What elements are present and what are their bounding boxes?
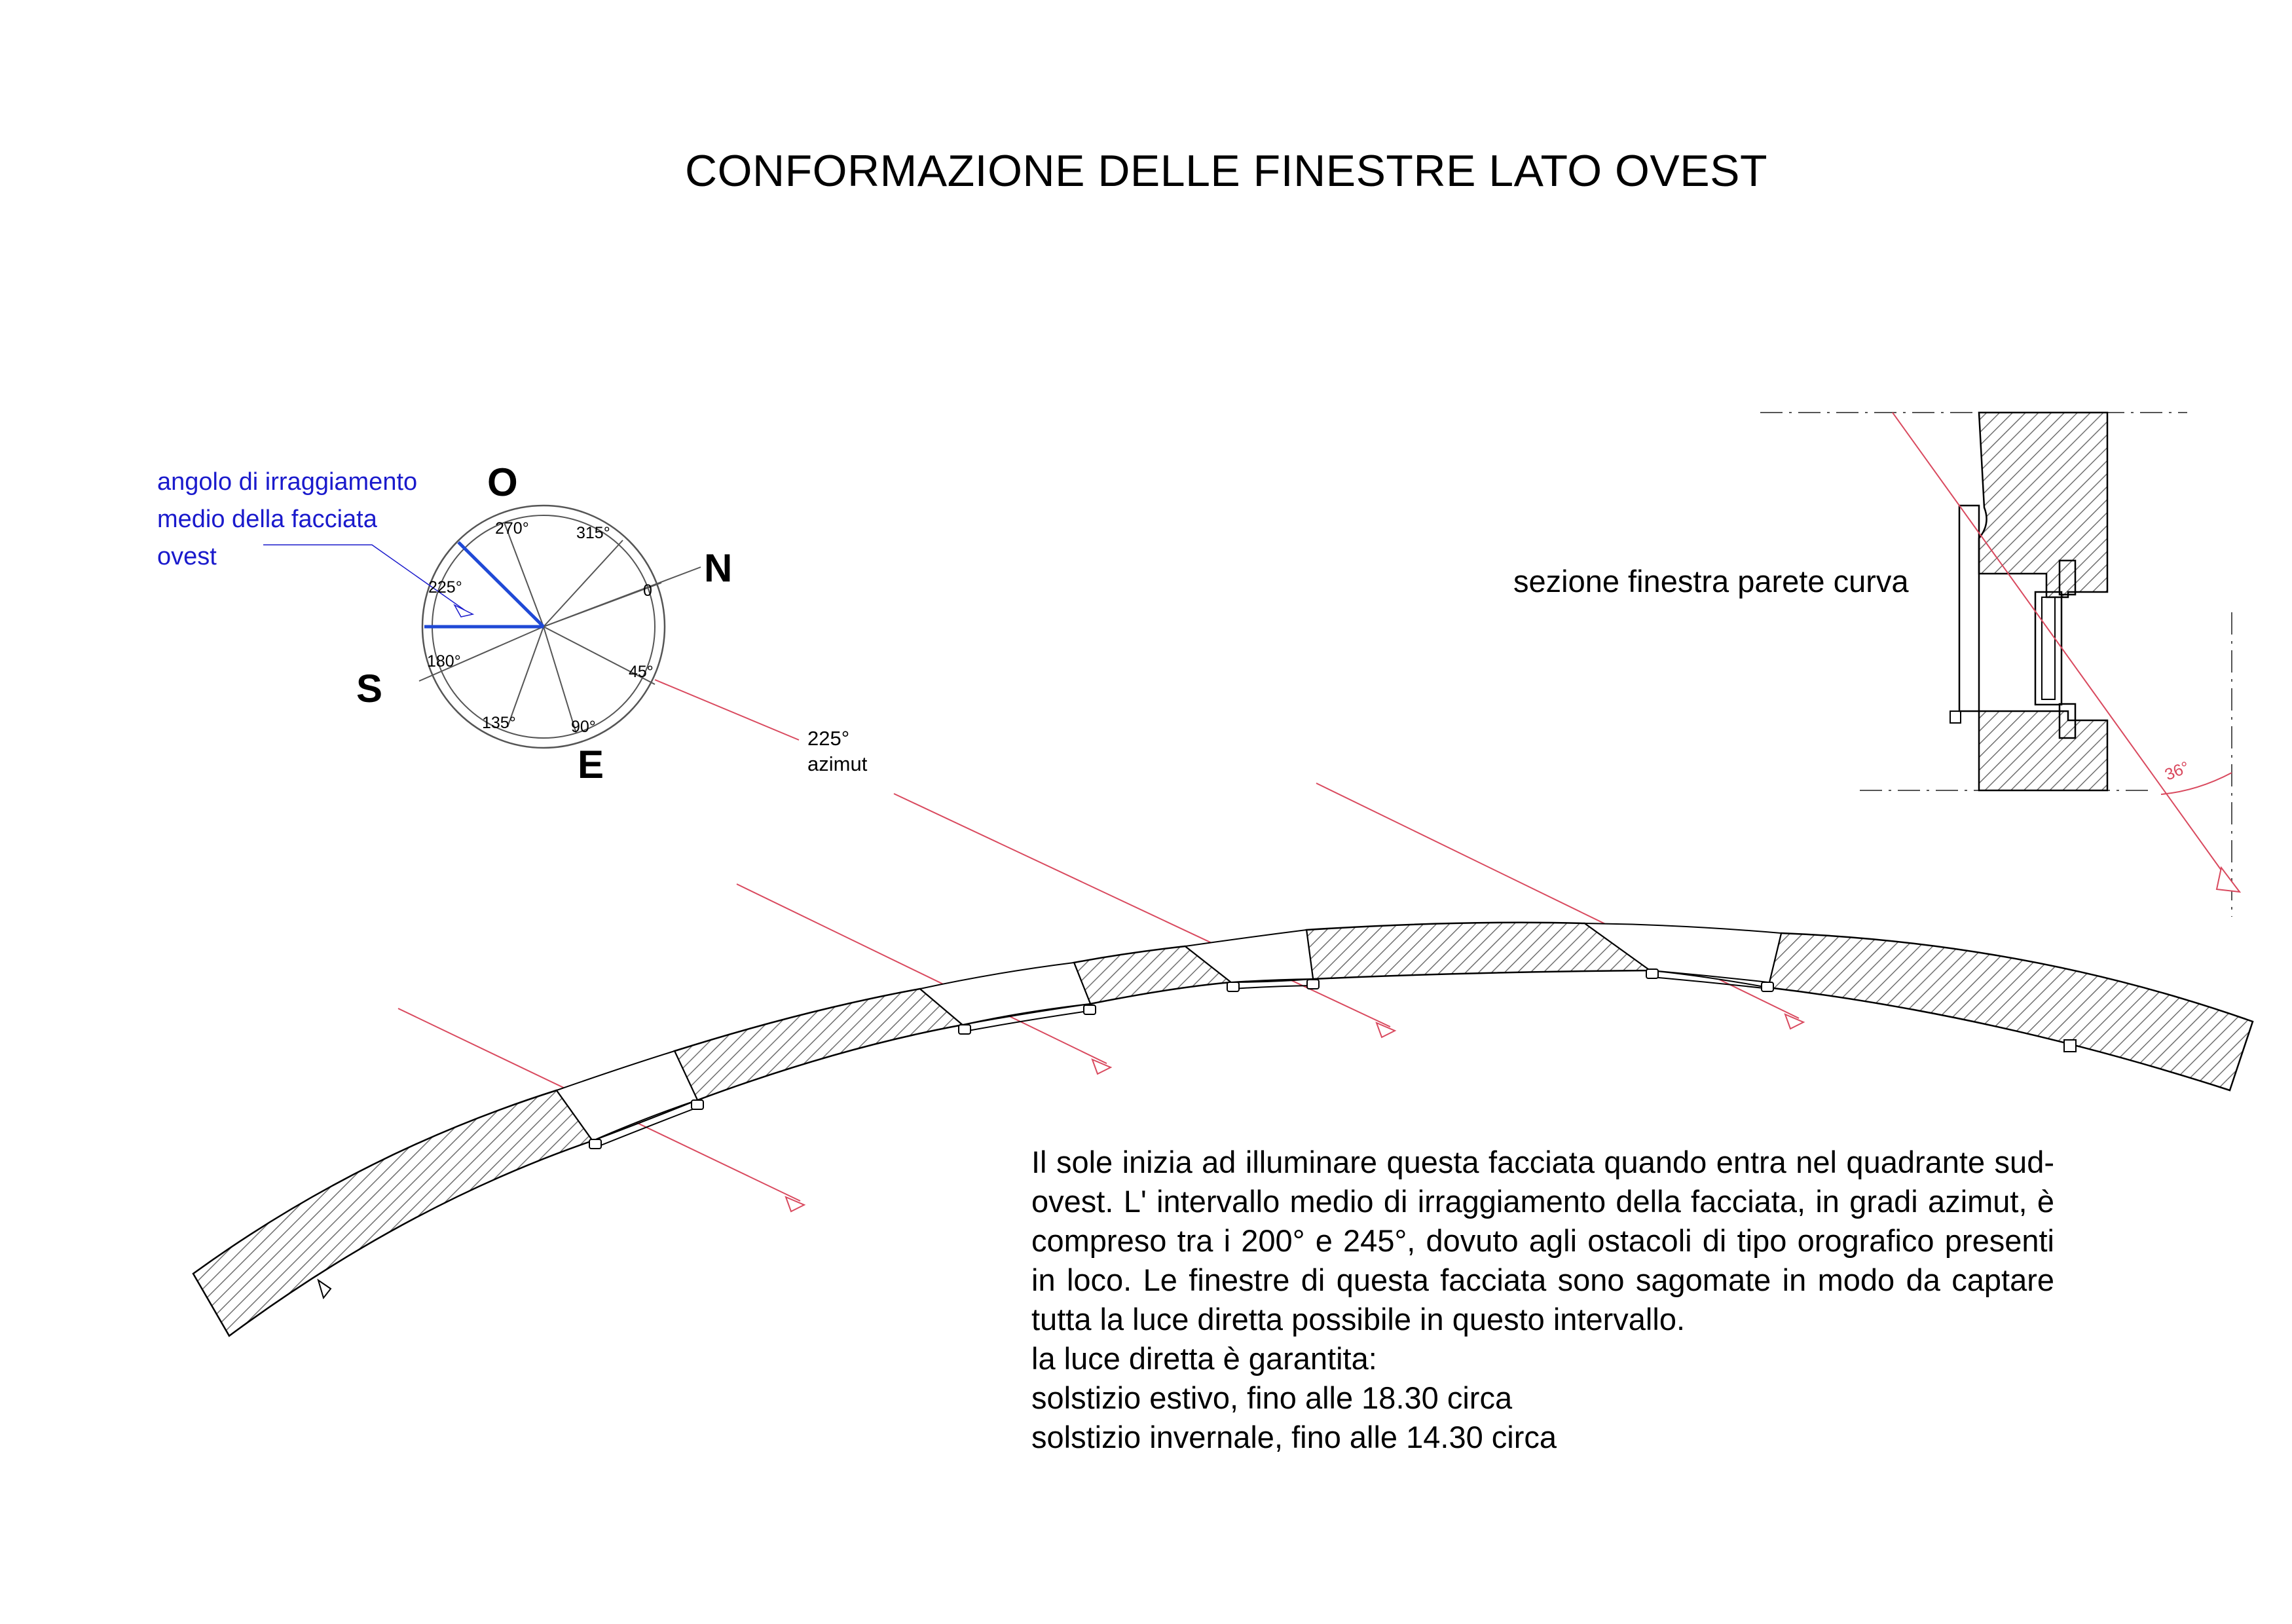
description-winter: solstizio invernale, fino alle 14.30 circa xyxy=(1031,1420,1557,1454)
annotation-line: medio della facciata xyxy=(157,506,377,533)
degree-label: 0 xyxy=(643,581,652,600)
wall-segment xyxy=(193,1090,593,1336)
section-angle-label: 36° xyxy=(2162,758,2192,784)
section-title: sezione finestra parete curva xyxy=(1513,564,1909,599)
degree-label: 225° xyxy=(428,578,462,597)
cardinal-north: N xyxy=(704,546,733,590)
wall-notch xyxy=(318,1280,331,1298)
degree-label: 135° xyxy=(482,714,516,732)
compass-ray xyxy=(508,627,544,727)
compass-ray xyxy=(544,540,623,627)
window-sill-drip xyxy=(1950,711,1961,723)
wall-upper-block xyxy=(1979,413,2107,597)
facade-angle-annotation xyxy=(157,464,417,576)
wall-notch xyxy=(2064,1040,2076,1052)
window-frame xyxy=(1232,986,1314,989)
ray-arrow-icon xyxy=(1092,1060,1111,1074)
degree-label: 315° xyxy=(576,524,610,542)
frame-knot xyxy=(1307,980,1319,989)
cardinal-south: S xyxy=(356,667,383,710)
cardinal-west: O xyxy=(487,460,518,504)
window-section-detail xyxy=(1760,413,2240,917)
azimuth-value: 225° xyxy=(807,727,850,750)
page-title: CONFORMAZIONE DELLE FINESTRE LATO OVEST xyxy=(685,146,1768,196)
degree-label: 45° xyxy=(629,663,654,681)
description-summer: solstizio estivo, fino alle 18.30 circa xyxy=(1031,1380,1513,1415)
wall-lower-block xyxy=(1979,711,2107,790)
window-glass-inner xyxy=(2042,597,2055,699)
frame-knot xyxy=(1762,982,1773,991)
wall-segment xyxy=(1768,933,2253,1090)
section-ray-arrow-icon xyxy=(2217,868,2240,892)
window-reveal-outline xyxy=(1959,506,1979,711)
cardinal-east: E xyxy=(578,743,604,786)
frame-knot xyxy=(589,1139,601,1149)
description-guarantee: la luce diretta è garantita: xyxy=(1031,1341,1377,1376)
frame-knot xyxy=(959,1025,970,1034)
annotation-line: ovest xyxy=(157,543,217,570)
sun-ray xyxy=(1316,783,1799,1018)
frame-knot xyxy=(1646,969,1658,978)
window-glass-outer xyxy=(2035,592,2061,705)
frame-knot xyxy=(1084,1005,1096,1014)
north-axis-line xyxy=(544,567,701,627)
frame-knot xyxy=(692,1100,703,1109)
description-block xyxy=(1031,1143,2054,1457)
degree-label: 180° xyxy=(427,652,461,671)
wall-segment xyxy=(675,989,963,1100)
annotation-arrow-icon xyxy=(454,605,473,617)
description-paragraph: Il sole inizia ad illuminare questa facciata quando entra nel quadrante sud-ovest. L' intervallo medio di irraggiamento della facciata, in gradi azimut, è compreso tra i 200° e 245°, dovuto agli ostacoli di tipo orografico presenti in loco. Le finestre di questa facciata sono sagomate in modo da captare tutta la luce diretta possibile in questo intervallo. xyxy=(1031,1145,2054,1337)
azimuth-225-ray xyxy=(655,680,799,740)
ray-arrow-icon xyxy=(786,1197,804,1211)
annotation-line: angolo di irraggiamento xyxy=(157,468,418,496)
azimuth-label: azimut xyxy=(807,752,868,775)
degree-label: 90° xyxy=(571,718,596,736)
compass-ray xyxy=(504,523,544,627)
frame-knot xyxy=(1227,982,1239,991)
degree-label: 270° xyxy=(495,519,529,538)
